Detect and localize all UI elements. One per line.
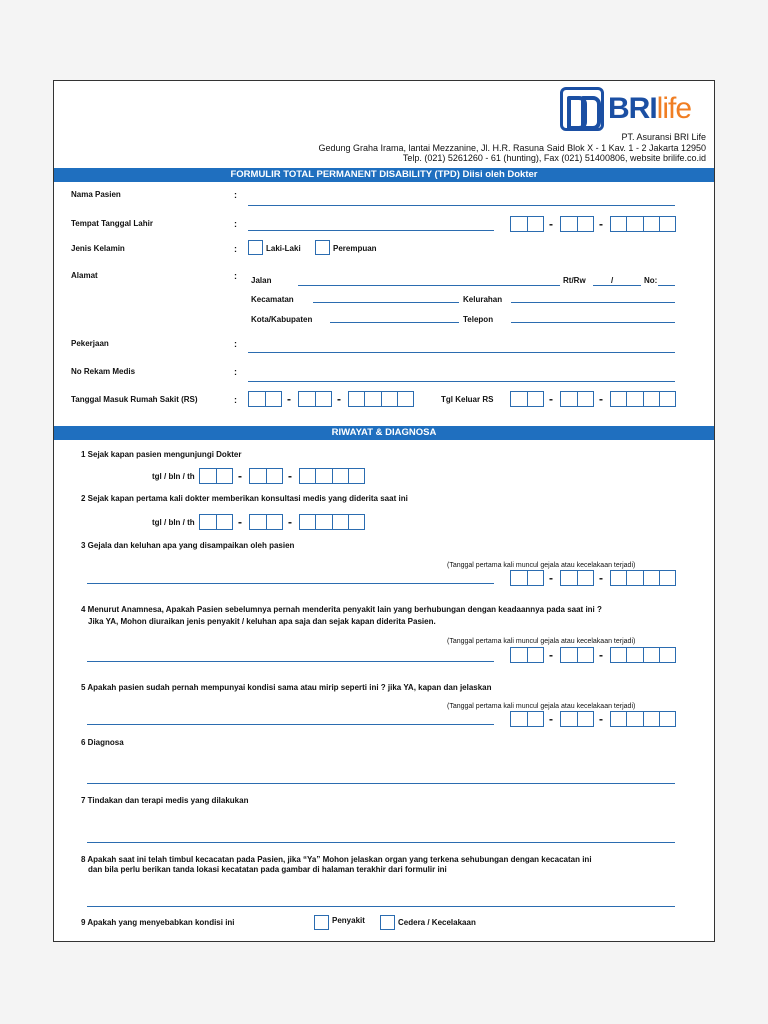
label-tgl-keluar: Tgl Keluar RS — [441, 395, 494, 404]
tindakan-field[interactable] — [87, 842, 675, 843]
label-tempat-tanggal-lahir: Tempat Tanggal Lahir — [71, 219, 153, 228]
question-6: 6 Diagnosa — [81, 738, 124, 747]
telepon-field[interactable] — [511, 322, 675, 323]
penyakit-checkbox[interactable] — [314, 915, 329, 930]
kecamatan-field[interactable] — [313, 302, 459, 303]
colon: : — [234, 367, 237, 377]
label-perempuan: Perempuan — [333, 244, 377, 253]
colon: : — [234, 219, 237, 229]
dash: - — [288, 515, 292, 529]
cedera-checkbox[interactable] — [380, 915, 395, 930]
dash: - — [549, 392, 553, 406]
dash: - — [599, 648, 603, 662]
q4-date-note: (Tanggal pertama kali muncul gejala atau kecelakaan terjadi) — [447, 638, 636, 645]
company-name: PT. Asuransi BRI Life — [621, 132, 706, 142]
label-kelurahan: Kelurahan — [463, 295, 503, 304]
dash: - — [549, 712, 553, 726]
q5-day-box[interactable] — [510, 711, 544, 727]
dash: - — [599, 571, 603, 585]
nama-pasien-field[interactable] — [248, 205, 675, 206]
q5-answer-field[interactable] — [87, 724, 494, 725]
dash: - — [337, 392, 341, 406]
q3-date-note: (Tanggal pertama kali muncul gejala atau kecelakaan terjadi) — [447, 562, 636, 569]
keluar-year-box[interactable] — [610, 391, 676, 407]
pekerjaan-field[interactable] — [248, 352, 675, 353]
dash: - — [549, 648, 553, 662]
logo-wordmark: BRIlife — [608, 92, 692, 125]
q5-date-note: (Tanggal pertama kali muncul gejala atau kecelakaan terjadi) — [447, 703, 636, 710]
company-address: Gedung Graha Irama, lantai Mezzanine, Jl. H.R. Rasuna Said Blok X - 1 Kav. 1 - 2 Jakarta 12950 — [318, 143, 706, 153]
dash: - — [287, 392, 291, 406]
no-rekam-medis-field[interactable] — [248, 381, 675, 382]
q1-day-box[interactable] — [199, 468, 233, 484]
label-penyakit: Penyakit — [332, 916, 365, 925]
question-2: 2 Sejak kapan pertama kali dokter memberikan konsultasi medis yang diderita saat ini — [81, 494, 408, 503]
dash: - — [549, 217, 553, 231]
diagnosa-field[interactable] — [87, 783, 675, 784]
question-3: 3 Gejala dan keluhan apa yang disampaikan oleh pasien — [81, 541, 295, 550]
tpd-form-page — [53, 80, 715, 942]
q2-day-box[interactable] — [199, 514, 233, 530]
q2-year-box[interactable] — [299, 514, 365, 530]
q4-year-box[interactable] — [610, 647, 676, 663]
keluar-month-box[interactable] — [560, 391, 594, 407]
masuk-month-box[interactable] — [298, 391, 332, 407]
kota-field[interactable] — [330, 322, 459, 323]
kecacatan-field[interactable] — [87, 906, 675, 907]
label-no: No: — [644, 276, 658, 285]
riwayat-diagnosa-bar: RIWAYAT & DIAGNOSA — [54, 426, 714, 440]
colon: : — [234, 244, 237, 254]
q4-answer-field[interactable] — [87, 661, 494, 662]
q5-month-box[interactable] — [560, 711, 594, 727]
q4-day-box[interactable] — [510, 647, 544, 663]
colon: : — [234, 395, 237, 405]
q3-month-box[interactable] — [560, 570, 594, 586]
q3-year-box[interactable] — [610, 570, 676, 586]
rt-rw-slash: / — [611, 276, 614, 285]
label-kecamatan: Kecamatan — [251, 295, 294, 304]
label-jalan: Jalan — [251, 276, 272, 285]
q3-answer-field[interactable] — [87, 583, 494, 584]
brilife-logo — [560, 87, 691, 131]
tempat-lahir-field[interactable] — [248, 230, 494, 231]
q2-date-label: tgl / bln / th — [152, 518, 195, 527]
label-nama-pasien: Nama Pasien — [71, 190, 121, 199]
question-4-line-2: Jika YA, Mohon diuraikan jenis penyakit / keluhan apa saja dan sejak kapan diderita Pasien. — [88, 617, 436, 626]
jalan-field[interactable] — [298, 285, 560, 286]
q1-month-box[interactable] — [249, 468, 283, 484]
q3-day-box[interactable] — [510, 570, 544, 586]
label-pekerjaan: Pekerjaan — [71, 339, 109, 348]
kelurahan-field[interactable] — [511, 302, 675, 303]
keluar-day-box[interactable] — [510, 391, 544, 407]
label-rt-rw: Rt/Rw — [563, 276, 586, 285]
no-field[interactable] — [658, 285, 675, 286]
lahir-year-box[interactable] — [610, 216, 676, 232]
q4-month-box[interactable] — [560, 647, 594, 663]
rt-rw-field[interactable] — [593, 285, 641, 286]
label-laki-laki: Laki-Laki — [266, 244, 301, 253]
q5-year-box[interactable] — [610, 711, 676, 727]
label-cedera: Cedera / Kecelakaan — [398, 918, 476, 927]
lahir-month-box[interactable] — [560, 216, 594, 232]
masuk-year-box[interactable] — [348, 391, 414, 407]
colon: : — [234, 271, 237, 281]
dash: - — [599, 217, 603, 231]
dash: - — [238, 515, 242, 529]
laki-laki-checkbox[interactable] — [248, 240, 263, 255]
question-5: 5 Apakah pasien sudah pernah mempunyai kondisi sama atau mirip seperti ini ? jika YA, kapan dan jelaskan — [81, 683, 492, 692]
q1-date-label: tgl / bln / th — [152, 472, 195, 481]
dash: - — [599, 392, 603, 406]
dash: - — [238, 469, 242, 483]
question-9: 9 Apakah yang menyebabkan kondisi ini — [81, 918, 235, 927]
dash: - — [549, 571, 553, 585]
label-kota: Kota/Kabupaten — [251, 315, 313, 324]
label-alamat: Alamat — [71, 271, 98, 280]
question-4-line-1: 4 Menurut Anamnesa, Apakah Pasien sebelumnya pernah menderita penyakit lain yang berhubungan dengan keadaannya pada saat ini ? — [81, 605, 602, 614]
q1-year-box[interactable] — [299, 468, 365, 484]
lahir-day-box[interactable] — [510, 216, 544, 232]
colon: : — [234, 190, 237, 200]
question-1: 1 Sejak kapan pasien mengunjungi Dokter — [81, 450, 242, 459]
label-jenis-kelamin: Jenis Kelamin — [71, 244, 125, 253]
label-no-rekam-medis: No Rekam Medis — [71, 367, 136, 376]
question-8-line-1: 8 Apakah saat ini telah timbul kecacatan pada Pasien, jika “Ya” Mohon jelaskan organ yang terkena sehubungan dengan kecacatan ini — [81, 855, 592, 864]
question-7: 7 Tindakan dan terapi medis yang dilakukan — [81, 796, 249, 805]
masuk-day-box[interactable] — [248, 391, 282, 407]
form-title-bar: FORMULIR TOTAL PERMANENT DISABILITY (TPD) Diisi oleh Dokter — [54, 168, 714, 182]
company-contact: Telp. (021) 5261260 - 61 (hunting), Fax (021) 51400806, website brilife.co.id — [402, 153, 706, 163]
label-tgl-masuk: Tanggal Masuk Rumah Sakit (RS) — [71, 395, 198, 404]
dash: - — [599, 712, 603, 726]
question-8-line-2: dan bila perlu berikan tanda lokasi kecatatan pada gambar di halaman terakhir dari formulir ini — [88, 865, 447, 874]
colon: : — [234, 339, 237, 349]
q2-month-box[interactable] — [249, 514, 283, 530]
perempuan-checkbox[interactable] — [315, 240, 330, 255]
dash: - — [288, 469, 292, 483]
bri-logo-icon — [560, 87, 604, 131]
label-telepon: Telepon — [463, 315, 494, 324]
